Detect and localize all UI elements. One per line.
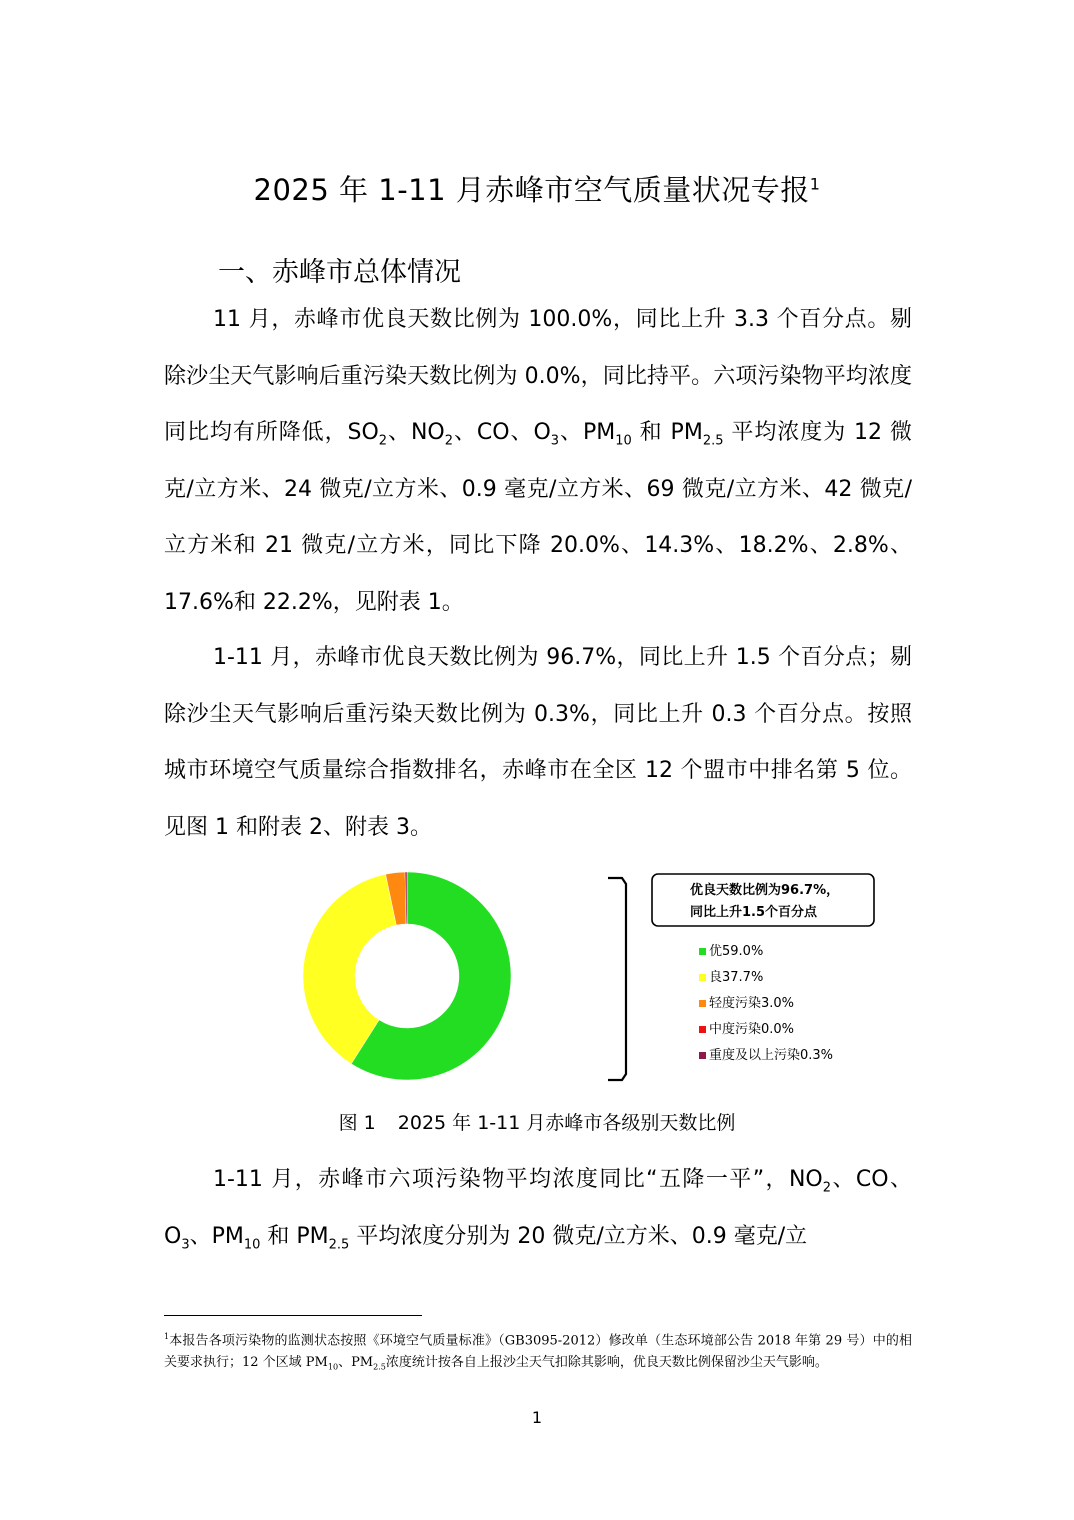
legend-label-3: 中度污染0.0% — [709, 1022, 795, 1037]
footnote-divider — [164, 1315, 422, 1316]
annotation-line-0: 优良天数比例为96.7%， — [690, 883, 840, 898]
legend-label-0: 优59.0% — [709, 944, 764, 959]
footnote: $^1$本报告各项污染物的监测状态按照《环境空气质量标准》（GB3095-2012）修改单（生态环境部公告 2018 年第 29 号）中的相关要求执行；12 个区域 $PM_{10}$、$PM_{2.5}$浓度统计按各自上报沙尘天气扣除其影响，优良天数比例保留沙尘天气影响。 — [164, 1332, 912, 1372]
paragraph-jan-nov: 1-11 月，赤峰市优良天数比例为 96.7%，同比上升 1.5 个百分点；剔除沙尘天气影响后重污染天数比例为 0.3%，同比上升 0.3 个百分点。按照城市环境空气质量综合指数排名，赤峰市在全区 12 个盟市中排名第 5 位。见图 1 和附表 2、附表 3。 — [164, 645, 912, 840]
bracket — [608, 878, 626, 1080]
legend-swatch-1 — [699, 974, 706, 981]
paragraph-pollutants: 1-11 月，赤峰市六项污染物平均浓度同比“五降一平”，$NO_2$、CO、$O_3$、$PM_{10}$ 和 $PM_{2.5}$ 平均浓度分别为 20 微克/立方米、0.9 毫克/立 — [164, 1167, 912, 1252]
annotation-line-1: 同比上升1.5个百分点 — [690, 905, 818, 920]
legend-swatch-2 — [699, 1000, 706, 1007]
figure-caption: 图 1 2025 年 1-11 月赤峰市各级别天数比例 — [338, 1112, 736, 1134]
paragraph-november: 11 月，赤峰市优良天数比例为 100.0%，同比上升 3.3 个百分点。剔除沙尘天气影响后重污染天数比例为 0.0%，同比持平。六项污染物平均浓度同比均有所降低，$SO_2$、$NO_2$、CO、$O_3$、$PM_{10}$ 和 $PM_{2.5}$ 平均浓度为 12 微克/立方米、24 微克/立方米、0.9 毫克/立方米、69 微克/立方米、42 微克/立方米和 21 微克/立方米，同比下降 20.0%、14.3%、18.2%、2.8%、17.6%和 22.2%，见附表 1。 — [164, 307, 912, 615]
legend-swatch-4 — [699, 1052, 706, 1059]
document-title: 2025 年 1-11 月赤峰市空气质量状况专报$^1$ — [253, 173, 821, 207]
footnote-ref: 1 — [809, 174, 821, 194]
legend-label-2: 轻度污染3.0% — [709, 996, 795, 1011]
page-number: 1 — [531, 1408, 543, 1427]
legend-swatch-0 — [699, 948, 706, 955]
legend-label-1: 良37.7% — [709, 970, 764, 985]
legend-swatch-3 — [699, 1026, 706, 1033]
section-heading: 一、赤峰市总体情况 — [218, 257, 461, 288]
legend-label-4: 重度及以上污染0.3% — [709, 1048, 834, 1063]
donut-chart — [290, 864, 890, 1094]
